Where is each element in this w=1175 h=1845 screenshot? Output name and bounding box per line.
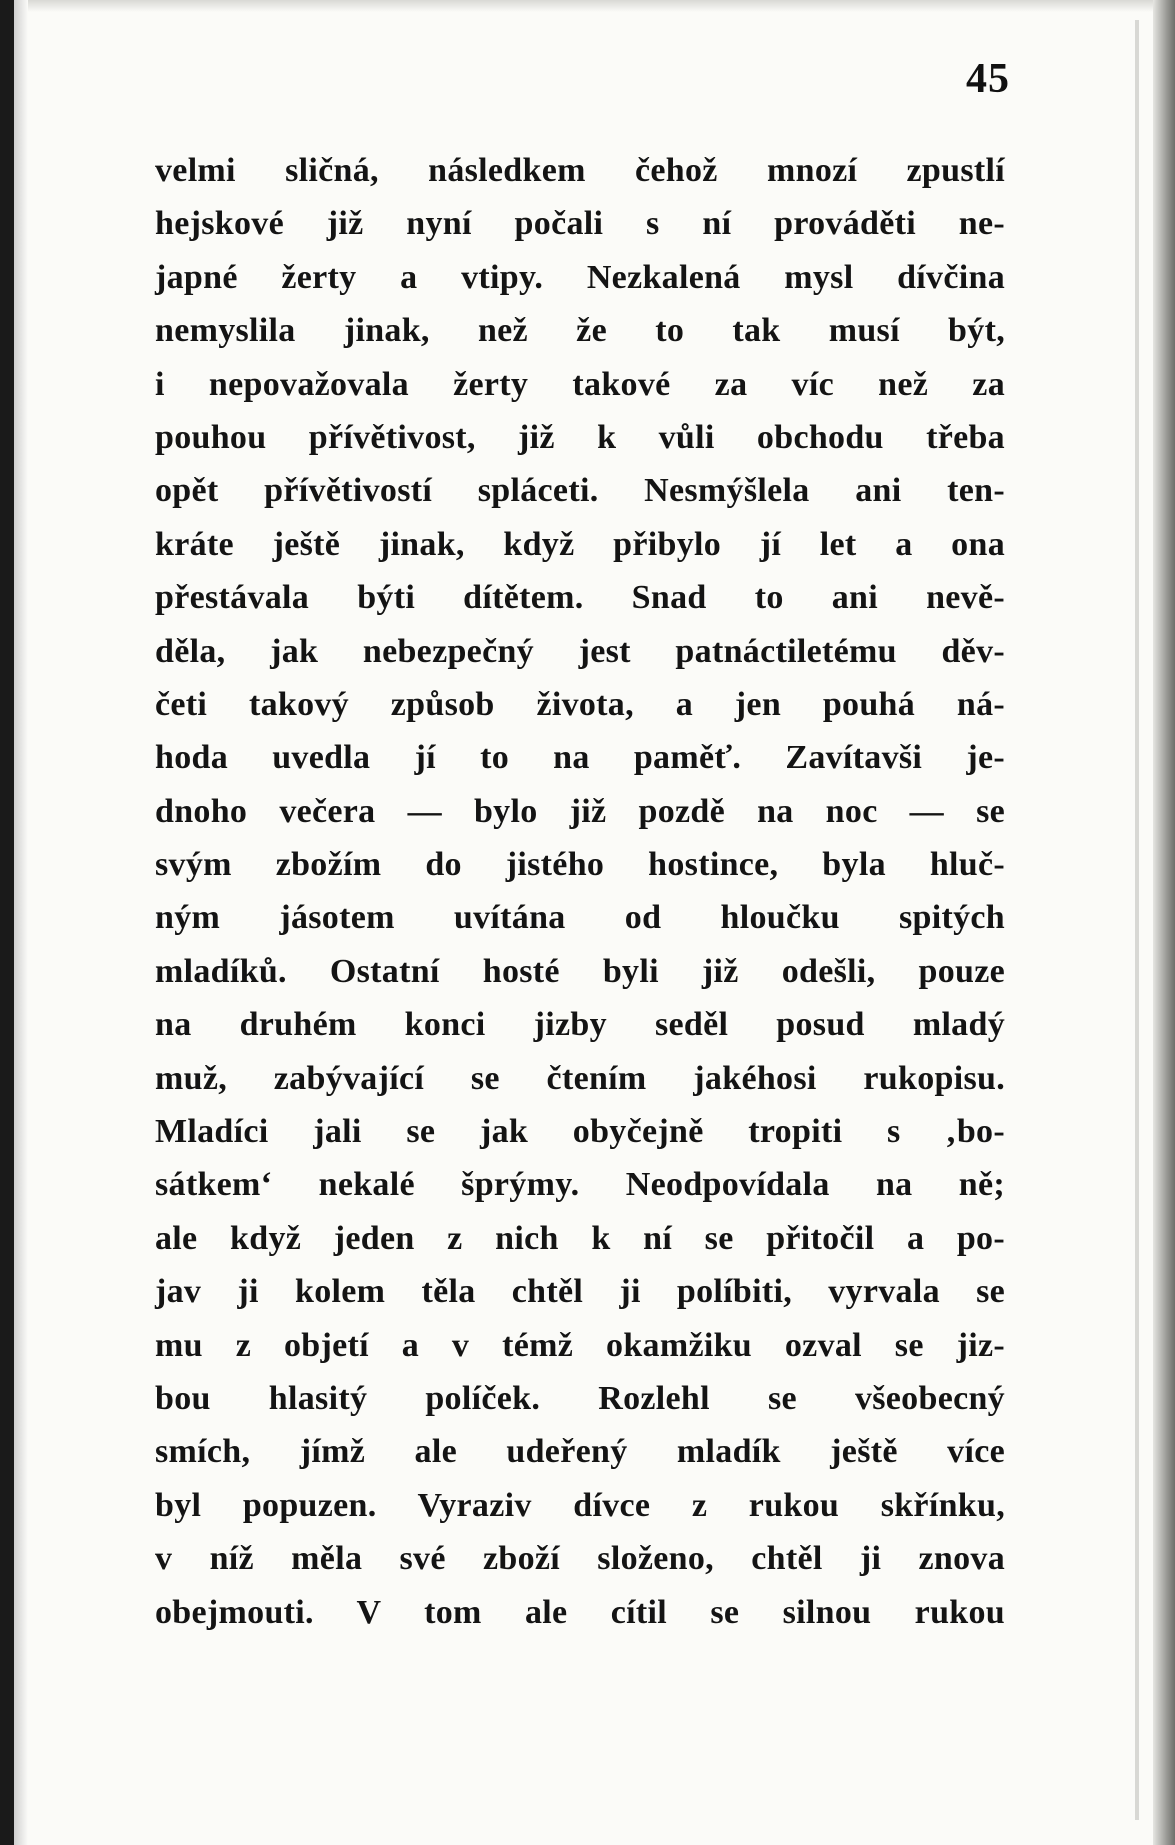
text-line: smích, jímž ale udeřený mladík ještě více: [155, 1433, 1005, 1471]
book-spine-edge: [0, 0, 14, 1845]
text-line: obejmouti. V tom ale cítil se silnou rukou: [155, 1593, 1005, 1631]
text-line: mu z objetí a v témž okamžiku ozval se jiz-: [155, 1326, 1005, 1364]
page-top-edge: [14, 0, 1154, 12]
text-line: kráte ještě jinak, když přibylo jí let a ona: [155, 525, 1005, 563]
text-line: velmi sličná, následkem čehož mnozí zpustlí: [155, 152, 1005, 189]
text-line: Mladíci jali se jak obyčejně tropiti s ‚bo-: [155, 1113, 1005, 1151]
body-text: [155, 144, 1005, 1639]
page-number: 45: [966, 56, 1010, 102]
text-line: ale když jeden z nich k ní se přitočil a po-: [155, 1219, 1005, 1257]
text-line: na druhém konci jizby seděl posud mladý: [155, 1006, 1005, 1044]
text-line: nemyslila jinak, než že to tak musí být,: [155, 312, 1005, 350]
text-line: děla, jak nebezpečný jest patnáctiletému děv-: [155, 632, 1005, 670]
text-line: japné žerty a vtipy. Nezkalená mysl dívčina: [155, 258, 1005, 296]
text-line: v níž měla své zboží složeno, chtěl ji znova: [155, 1540, 1005, 1578]
text-line: byl popuzen. Vyraziv dívce z rukou skřínku,: [155, 1486, 1005, 1524]
text-line: muž, zabývající se čtením jakéhosi rukopisu.: [155, 1059, 1005, 1097]
text-line: bou hlasitý políček. Rozlehl se všeobecný: [155, 1379, 1005, 1417]
text-line: ným jásotem uvítána od hloučku spitých: [155, 899, 1005, 937]
spine-shadow: [14, 0, 28, 1845]
text-line: dnoho večera — bylo již pozdě na noc — se: [155, 792, 1005, 830]
text-line: svým zbožím do jistého hostince, byla hluč-: [155, 846, 1005, 884]
text-line: hoda uvedla jí to na paměť. Zavítavši je-: [155, 739, 1005, 777]
page-right-edge: [1153, 0, 1175, 1845]
page-fold-line: [1135, 20, 1139, 1820]
text-line: přestávala býti dítětem. Snad to ani nevě-: [155, 579, 1005, 617]
text-line: opět přívětivostí spláceti. Nesmýšlela ani ten-: [155, 472, 1005, 510]
text-line: mladíků. Ostatní hosté byli již odešli, pouze: [155, 952, 1005, 990]
text-line: četi takový způsob života, a jen pouhá ná-: [155, 685, 1005, 723]
text-line: hejskové již nyní počali s ní prováděti ne-: [155, 205, 1005, 243]
text-line: pouhou přívětivost, již k vůli obchodu třeba: [155, 418, 1005, 456]
text-line: jav ji kolem těla chtěl ji políbiti, vyrvala se: [155, 1273, 1005, 1311]
text-line: sátkem‘ nekalé šprýmy. Neodpovídala na ně;: [155, 1166, 1005, 1204]
text-line: i nepovažovala žerty takové za víc než za: [155, 365, 1005, 403]
